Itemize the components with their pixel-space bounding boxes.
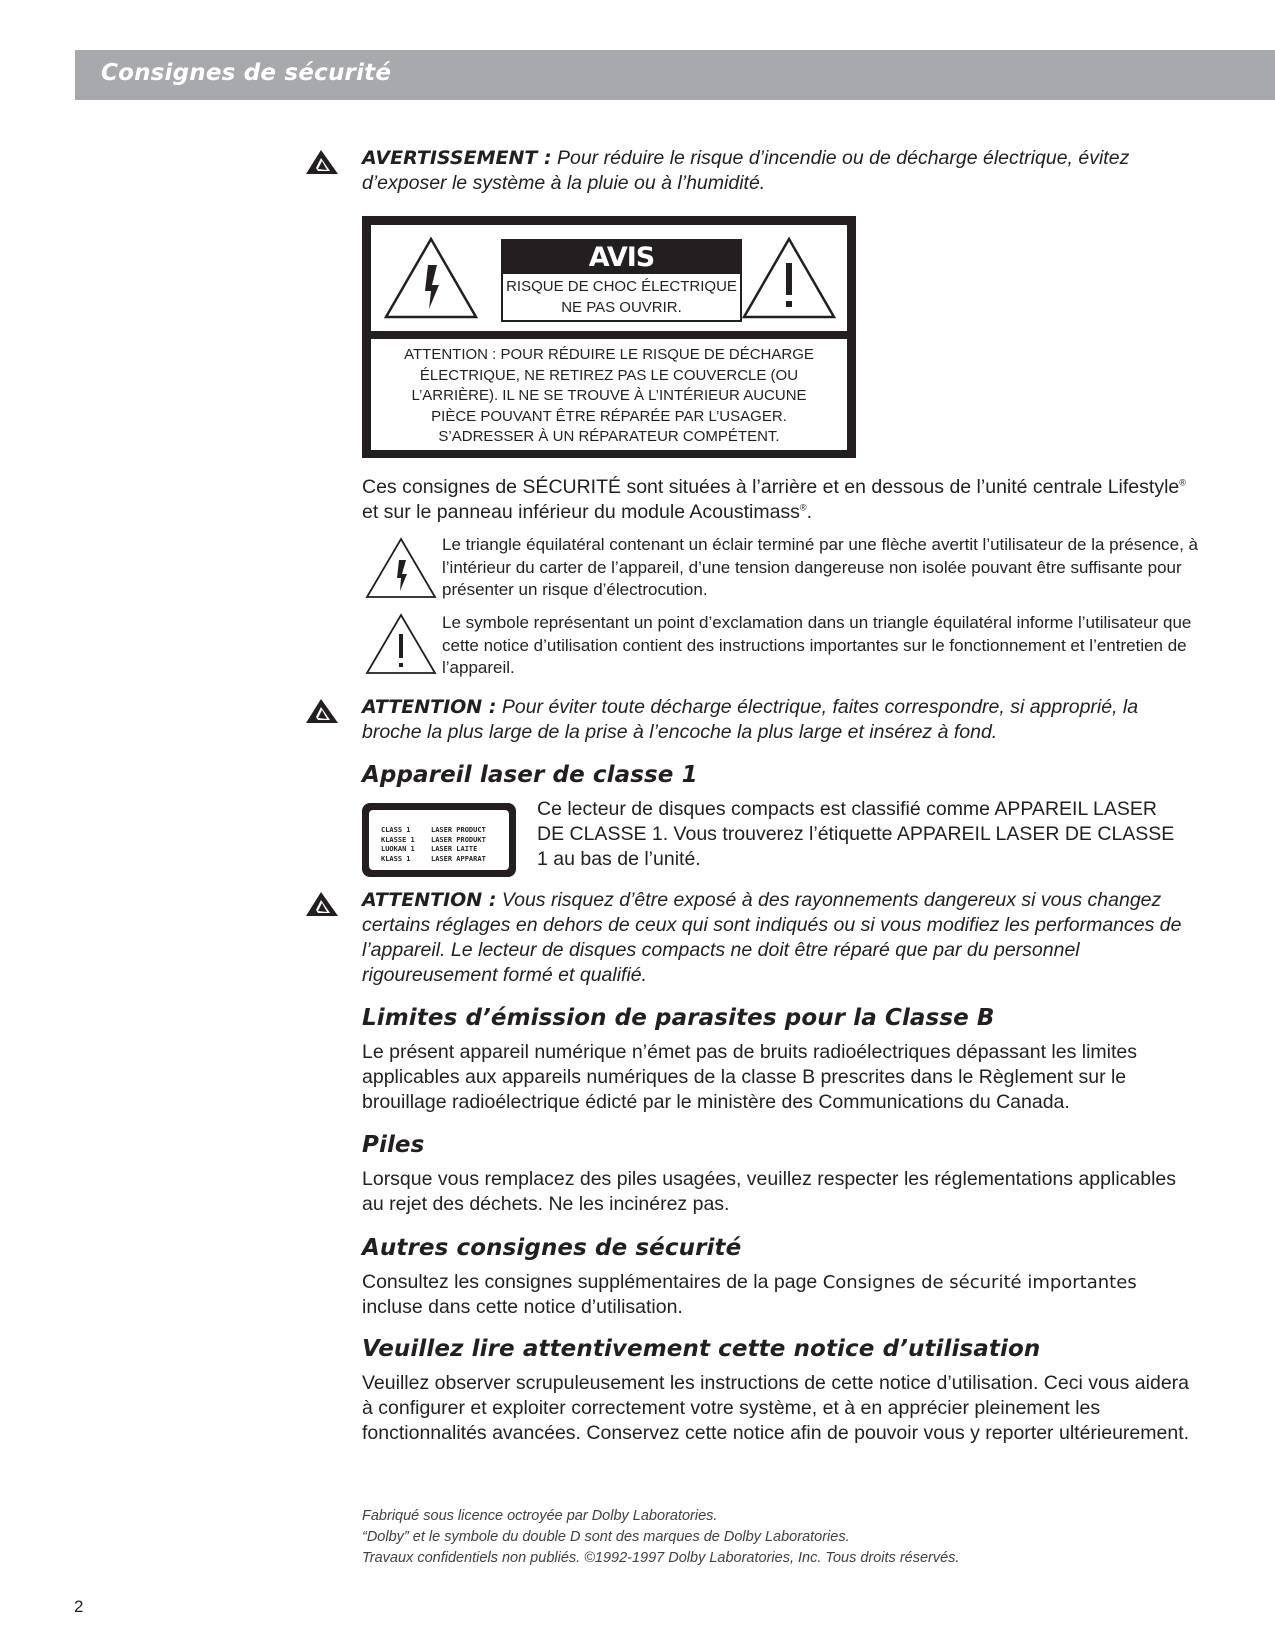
location-text-1: Ces consignes de SÉCURITÉ sont situées à l’arrière et en dessous de l’unité centrale Lifestyle <box>362 476 1180 498</box>
avis-subtitle <box>503 274 740 318</box>
avis-lower-panel <box>371 339 847 450</box>
avis-center-box <box>501 239 742 322</box>
exclamation-triangle-icon <box>364 612 438 676</box>
attention-lead: ATTENTION : <box>362 696 497 718</box>
attention-lead: ATTENTION : <box>362 889 497 911</box>
piles-heading: Piles <box>362 1132 425 1158</box>
attention-plug-notice <box>362 695 1182 745</box>
laser-paragraph: Ce lecteur de disques compacts est classifié comme APPAREIL LASER DE CLASSE 1. Vous trouverez l’étiquette APPAREIL LASER DE CLASSE 1 au bas de l’unité. <box>537 798 1175 870</box>
laser-label-product: LASER PRODUCT <box>431 826 486 834</box>
registered-mark: ® <box>1179 477 1186 488</box>
autres-text-1: Consultez les consignes supplémentaires de la page <box>362 1271 823 1293</box>
footer-line-3: Travaux confidentiels non publiés. ©1992-1997 Dolby Laboratories, Inc. Tous droits réservés. <box>362 1550 960 1566</box>
lightning-symbol-explanation: Le triangle équilatéral contenant un éclair terminé par une flèche avertit l’utilisateur de la présence, à l’intérieur du carter de l’appareil, d’une tension dangereuse non isolée pouvant être suffisante pour présenter un risque d’électrocution. <box>442 535 1199 599</box>
lightning-triangle-icon <box>364 536 438 600</box>
exclamation-triangle-icon <box>741 235 837 321</box>
lightning-triangle-icon <box>383 235 479 321</box>
avis-upper-panel <box>371 225 847 331</box>
avis-lower-text <box>371 339 847 448</box>
autres-heading: Autres consignes de sécurité <box>362 1235 742 1261</box>
warning-notice <box>362 146 1192 196</box>
avis-line-1: RISQUE DE CHOC ÉLECTRIQUE <box>506 278 737 295</box>
dolby-footer-notes <box>362 1506 959 1569</box>
piles-paragraph: Lorsque vous remplacez des piles usagées, veuillez respecter les réglementations applicables au rejet des déchets. Ne les incinérez pas. <box>362 1168 1177 1215</box>
footer-line-1: Fabriqué sous licence octroyée par Dolby Laboratories. <box>362 1508 718 1524</box>
classb-paragraph: Le présent appareil numérique n’émet pas de bruits radioélectriques dépassant les limites applicables aux appareils numériques de la classe B prescrites dans le Règlement sur le brouillage radioélectrique édicté par le ministère des Communications du Canada. <box>362 1041 1138 1113</box>
laser-label-class: KLASS 1 <box>381 854 411 863</box>
warning-lead: AVERTISSEMENT : <box>362 147 552 169</box>
page-title: Consignes de sécurité <box>101 60 392 86</box>
registered-mark: ® <box>799 502 807 513</box>
laser-label-product: LASER LAITE <box>431 845 478 853</box>
laser-heading: Appareil laser de classe 1 <box>362 762 698 788</box>
attention-radiation-notice <box>362 888 1192 988</box>
warning-hand-icon <box>304 697 340 725</box>
exclamation-symbol-explanation: Le symbole représentant un point d’exclamation dans un triangle équilatéral informe l’utilisateur que cette notice d’utilisation contient des instructions importantes sur le fonctionnement et l’entretien de l’appareil. <box>442 613 1192 677</box>
laser-label-product: LASER APPARAT <box>431 854 486 863</box>
laser-label-text <box>381 826 501 864</box>
warning-text: Pour réduire le risque d’incendie ou de décharge électrique, évitez d’exposer le système à la pluie ou à l’humidité. <box>362 147 1130 194</box>
laser-label-product: LASER PRODUKT <box>431 835 486 844</box>
avis-title: AVIS <box>503 241 740 274</box>
warning-hand-icon <box>304 890 340 918</box>
attention-text: Vous risquez d’être exposé à des rayonnements dangereux si vous changez certains réglages en dehors de ceux qui sont indiqués ou si vous modifiez les performances de l’appareil. Le lecteur de disques compacts ne doit être réparé que par du personnel rigoureusement formé et qualifié. <box>362 889 1182 986</box>
attention-text: Pour éviter toute décharge électrique, faites correspondre, si approprié, la broche la plus large de la prise à l’encoche la plus large et insérez à fond. <box>362 696 1139 743</box>
avis-lower-last: S’ADRESSER À UN RÉPARATEUR COMPÉTENT. <box>438 428 780 445</box>
autres-text-2: incluse dans cette notice d’utilisation. <box>362 1296 683 1318</box>
page-number: 2 <box>74 1597 84 1616</box>
avis-caution-label <box>362 216 856 458</box>
footer-line-2: “Dolby” et le symbole du double D sont des marques de Dolby Laboratories. <box>362 1529 850 1545</box>
location-text-2: et sur le panneau inférieur du module Acoustimass <box>362 501 800 523</box>
location-paragraph <box>362 475 1202 525</box>
laser-label-inner <box>369 810 509 870</box>
classb-heading: Limites d’émission de parasites pour la Classe B <box>362 1005 995 1031</box>
header-bar <box>75 50 1275 100</box>
warning-hand-icon <box>304 148 340 176</box>
autres-reference: Consignes de sécurité importantes <box>822 1272 1137 1293</box>
laser-label-class: CLASS 1 <box>381 826 411 834</box>
lire-paragraph: Veuillez observer scrupuleusement les instructions de cette notice d’utilisation. Ceci vous aidera à configurer et exploiter correctement votre système, et à en apprécier pleinement les fonctionnalités avancées. Conservez cette notice afin de pouvoir vous y reporter ultérieurement. <box>362 1372 1190 1444</box>
lire-heading: Veuillez lire attentivement cette notice d’utilisation <box>362 1336 1041 1362</box>
location-text-3: . <box>806 501 812 523</box>
laser-label-class: LUOKAN 1 <box>381 845 415 853</box>
laser-class-label <box>362 803 516 877</box>
autres-paragraph <box>362 1270 1192 1320</box>
laser-label-class: KLASSE 1 <box>381 835 415 844</box>
avis-line-2: NE PAS OUVRIR. <box>561 299 682 316</box>
avis-lower-main: ATTENTION : POUR RÉDUIRE LE RISQUE DE DÉCHARGE ÉLECTRIQUE, NE RETIREZ PAS LE COUVERCLE (OU L’ARRIÈRE). IL NE SE TROUVE À L’INTÉRIEUR AUCUNE PIÈCE POUVANT ÊTRE RÉPARÉE PAR L’USAGER. <box>404 346 814 425</box>
